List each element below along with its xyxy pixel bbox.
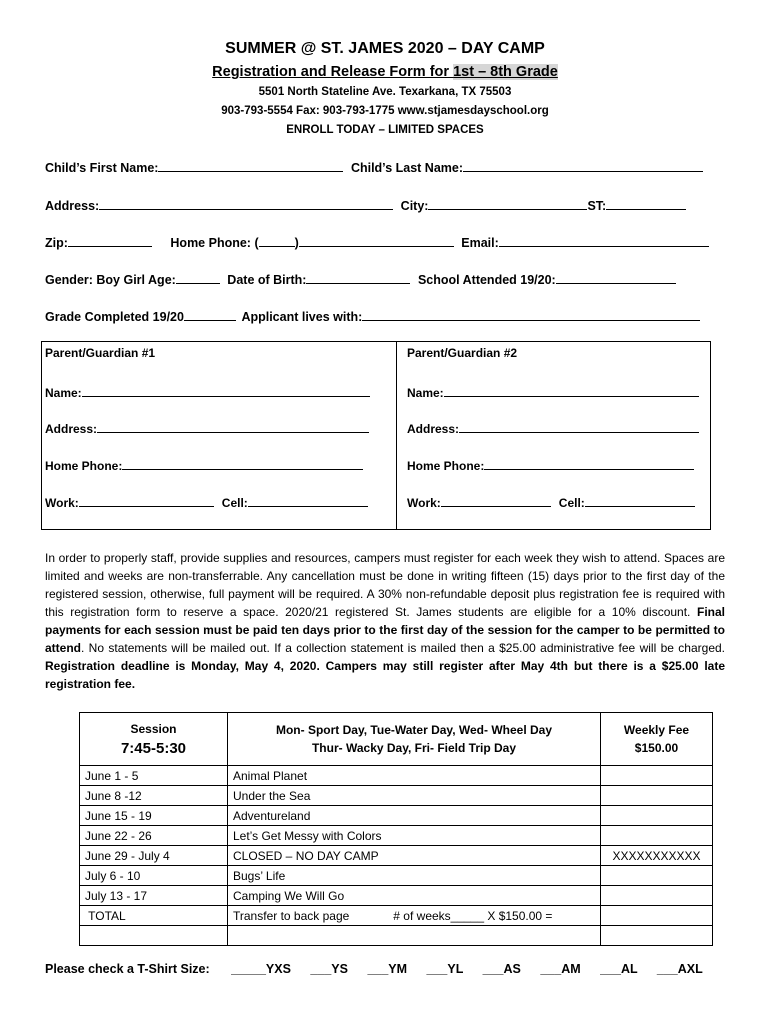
session-header bbox=[80, 713, 228, 766]
first-name-field[interactable] bbox=[158, 158, 343, 172]
guardian-2-address-label: Address: bbox=[407, 422, 460, 436]
session-theme: Adventureland bbox=[228, 806, 601, 826]
guardian-1-phone-row bbox=[45, 456, 363, 473]
session-theme: Animal Planet bbox=[228, 766, 601, 786]
guardian-2-title: Parent/Guardian #2 bbox=[407, 346, 518, 360]
total-weeks: # of weeks_____ X $150.00 = bbox=[393, 908, 553, 923]
guardian-2-address-row bbox=[407, 419, 699, 436]
total-label: TOTAL bbox=[80, 906, 228, 926]
gender-row bbox=[45, 270, 676, 287]
guardian-1-title: Parent/Guardian #1 bbox=[45, 346, 156, 360]
address-field[interactable] bbox=[99, 196, 393, 210]
home-phone-field[interactable] bbox=[299, 233, 454, 247]
tshirt-option-yxs[interactable]: _____YXS bbox=[231, 962, 291, 976]
guardian-2-phone-label: Home Phone: bbox=[407, 459, 485, 473]
address-row bbox=[45, 196, 686, 213]
guardian-1-address-row bbox=[45, 419, 369, 436]
email-label: Email: bbox=[461, 236, 499, 250]
guardian-2-phone-row bbox=[407, 456, 694, 473]
guardian-1-phone-field[interactable] bbox=[122, 456, 363, 470]
form-subtitle bbox=[0, 64, 770, 80]
tshirt-option-as[interactable]: ___AS bbox=[482, 962, 521, 976]
guardian-1-name-row bbox=[45, 383, 370, 400]
city-field[interactable] bbox=[428, 196, 587, 210]
guardian-2-name-row bbox=[407, 383, 699, 400]
guardian-2-phone-field[interactable] bbox=[484, 456, 694, 470]
last-name-label: Child’s Last Name: bbox=[350, 161, 463, 175]
state-field[interactable] bbox=[606, 196, 686, 210]
policy-paragraph bbox=[45, 549, 725, 693]
guardian-1-phone-label: Home Phone: bbox=[45, 459, 123, 473]
school-label: School Attended 19/20: bbox=[417, 273, 556, 287]
days-header-line-2: Thur- Wacky Day, Fri- Field Trip Day bbox=[311, 741, 517, 755]
session-date: July 13 - 17 bbox=[80, 886, 228, 906]
session-time: 7:45-5:30 bbox=[120, 739, 187, 757]
child-name-row bbox=[45, 158, 703, 175]
guardian-2-name-label: Name: bbox=[407, 386, 444, 400]
state-label: ST: bbox=[587, 199, 607, 213]
session-theme: Under the Sea bbox=[228, 786, 601, 806]
blank-cell[interactable] bbox=[601, 926, 713, 946]
fee-header-label: Weekly Fee bbox=[623, 723, 690, 737]
fee-header bbox=[601, 713, 713, 766]
policy-deadline: Registration deadline is Monday, May 4, 2020. Campers may still register after May 4th but there is a $25.00 late registration fee. bbox=[45, 659, 725, 691]
dob-label: Date of Birth: bbox=[227, 273, 307, 287]
guardian-1-name-field[interactable] bbox=[82, 383, 370, 397]
email-field[interactable] bbox=[499, 233, 709, 247]
tshirt-option-yl[interactable]: ___YL bbox=[426, 962, 464, 976]
tshirt-option-al[interactable]: ___AL bbox=[600, 962, 638, 976]
school-field[interactable] bbox=[556, 270, 676, 284]
total-transfer: Transfer to back page bbox=[233, 908, 350, 923]
session-header-label: Session bbox=[130, 721, 177, 736]
policy-text-2: . No statements will be mailed out. If a collection statement is mailed then a $25.00 administrative fee will be charged. bbox=[81, 641, 725, 655]
guardian-2-work-field[interactable] bbox=[441, 493, 551, 507]
tshirt-option-ym[interactable]: ___YM bbox=[367, 962, 408, 976]
total-fee-cell[interactable] bbox=[601, 906, 713, 926]
session-fee-cell[interactable]: XXXXXXXXXXX bbox=[601, 846, 713, 866]
session-row bbox=[80, 786, 713, 806]
blank-cell[interactable] bbox=[80, 926, 228, 946]
grade-range-highlight: 1st – 8th Grade bbox=[453, 64, 558, 80]
session-row bbox=[80, 866, 713, 886]
school-contact: 903-793-5554 Fax: 903-793-1775 www.stjamesdayschool.org bbox=[221, 105, 549, 117]
guardian-divider bbox=[396, 341, 397, 530]
session-table-header bbox=[80, 713, 713, 766]
enroll-notice: ENROLL TODAY – LIMITED SPACES bbox=[286, 124, 484, 136]
session-row bbox=[80, 886, 713, 906]
session-date: June 8 -12 bbox=[80, 786, 228, 806]
blank-cell[interactable] bbox=[228, 926, 601, 946]
tshirt-option-axl[interactable]: ___AXL bbox=[656, 962, 703, 976]
guardian-2-cell-label: Cell: bbox=[558, 496, 585, 510]
session-fee-cell[interactable] bbox=[601, 806, 713, 826]
last-name-field[interactable] bbox=[463, 158, 703, 172]
area-code-field[interactable] bbox=[259, 233, 295, 247]
session-theme: Camping We Will Go bbox=[228, 886, 601, 906]
gender-age-label: Gender: Boy Girl Age: bbox=[45, 273, 176, 287]
guardian-2-cell-field[interactable] bbox=[585, 493, 695, 507]
guardian-1-cell-label: Cell: bbox=[221, 496, 248, 510]
age-field[interactable] bbox=[176, 270, 220, 284]
blank-row bbox=[80, 926, 713, 946]
session-date: July 6 - 10 bbox=[80, 866, 228, 886]
guardian-2-work-label: Work: bbox=[407, 496, 441, 510]
zip-field[interactable] bbox=[68, 233, 152, 247]
session-fee-cell[interactable] bbox=[601, 786, 713, 806]
days-header bbox=[228, 713, 601, 766]
lives-with-field[interactable] bbox=[362, 307, 700, 321]
guardian-1-work-field[interactable] bbox=[79, 493, 214, 507]
session-theme: CLOSED – NO DAY CAMP bbox=[228, 846, 601, 866]
guardian-2-address-field[interactable] bbox=[459, 419, 699, 433]
session-date: June 29 - July 4 bbox=[80, 846, 228, 866]
home-phone-paren: ) bbox=[294, 236, 299, 250]
guardian-1-cell-field[interactable] bbox=[248, 493, 368, 507]
session-theme: Let’s Get Messy with Colors bbox=[228, 826, 601, 846]
subtitle-text: Registration and Release Form for bbox=[212, 64, 454, 80]
guardian-2-name-field[interactable] bbox=[444, 383, 699, 397]
session-date: June 15 - 19 bbox=[80, 806, 228, 826]
session-fee-cell[interactable] bbox=[601, 826, 713, 846]
city-label: City: bbox=[400, 199, 429, 213]
guardian-1-name-label: Name: bbox=[45, 386, 82, 400]
session-fee-cell[interactable] bbox=[601, 766, 713, 786]
form-title: SUMMER @ ST. JAMES 2020 – DAY CAMP bbox=[225, 40, 545, 57]
guardian-1-work-row bbox=[45, 493, 368, 510]
session-theme: Bugs’ Life bbox=[228, 866, 601, 886]
dob-field[interactable] bbox=[306, 270, 410, 284]
zip-row bbox=[45, 233, 709, 250]
policy-final-payment: Final payments for each session must be paid ten days prior to the first day of the session for the camper to be permitted to attend bbox=[45, 605, 725, 655]
session-row bbox=[80, 846, 713, 866]
session-table bbox=[79, 712, 713, 946]
lives-with-label: Applicant lives with: bbox=[241, 310, 363, 324]
zip-label: Zip: bbox=[45, 236, 68, 250]
total-formula bbox=[228, 906, 601, 926]
session-row bbox=[80, 806, 713, 826]
session-fee-cell[interactable] bbox=[601, 886, 713, 906]
fee-header-amount: $150.00 bbox=[634, 741, 679, 755]
address-label: Address: bbox=[45, 199, 100, 213]
session-fee-cell[interactable] bbox=[601, 866, 713, 886]
days-header-line-1: Mon- Sport Day, Tue-Water Day, Wed- Wheel Day bbox=[275, 723, 553, 737]
tshirt-label: Please check a T-Shirt Size: bbox=[45, 962, 210, 976]
grade-label: Grade Completed 19/20 bbox=[45, 310, 184, 324]
guardian-1-address-field[interactable] bbox=[97, 419, 369, 433]
guardian-2-work-row bbox=[407, 493, 695, 510]
total-row bbox=[80, 906, 713, 926]
session-date: June 1 - 5 bbox=[80, 766, 228, 786]
session-date: June 22 - 26 bbox=[80, 826, 228, 846]
guardian-1-address-label: Address: bbox=[45, 422, 98, 436]
school-address: 5501 North Stateline Ave. Texarkana, TX 75503 bbox=[258, 86, 512, 98]
guardian-1-work-label: Work: bbox=[45, 496, 79, 510]
tshirt-option-ys[interactable]: ___YS bbox=[310, 962, 348, 976]
grade-row bbox=[45, 307, 700, 324]
policy-text-1: In order to properly staff, provide supplies and resources, campers must register for each week they wish to attend. Spaces are limited and weeks are non-transferrable. Any cancellation must be done in writing fifteen (15) days prior to the first day of the registered session, otherwise, full payment will be required. A 30% non-refundable deposit plus registration fee is required with this registration form to reserve a space. 2020/21 registered St. James students are eligible for a 10% discount. bbox=[45, 551, 725, 619]
session-row bbox=[80, 826, 713, 846]
session-row bbox=[80, 766, 713, 786]
first-name-label: Child’s First Name: bbox=[45, 161, 159, 175]
grade-field[interactable] bbox=[184, 307, 236, 321]
tshirt-row bbox=[45, 962, 703, 976]
tshirt-option-am[interactable]: ___AM bbox=[540, 962, 581, 976]
home-phone-label: Home Phone: ( bbox=[170, 236, 259, 250]
